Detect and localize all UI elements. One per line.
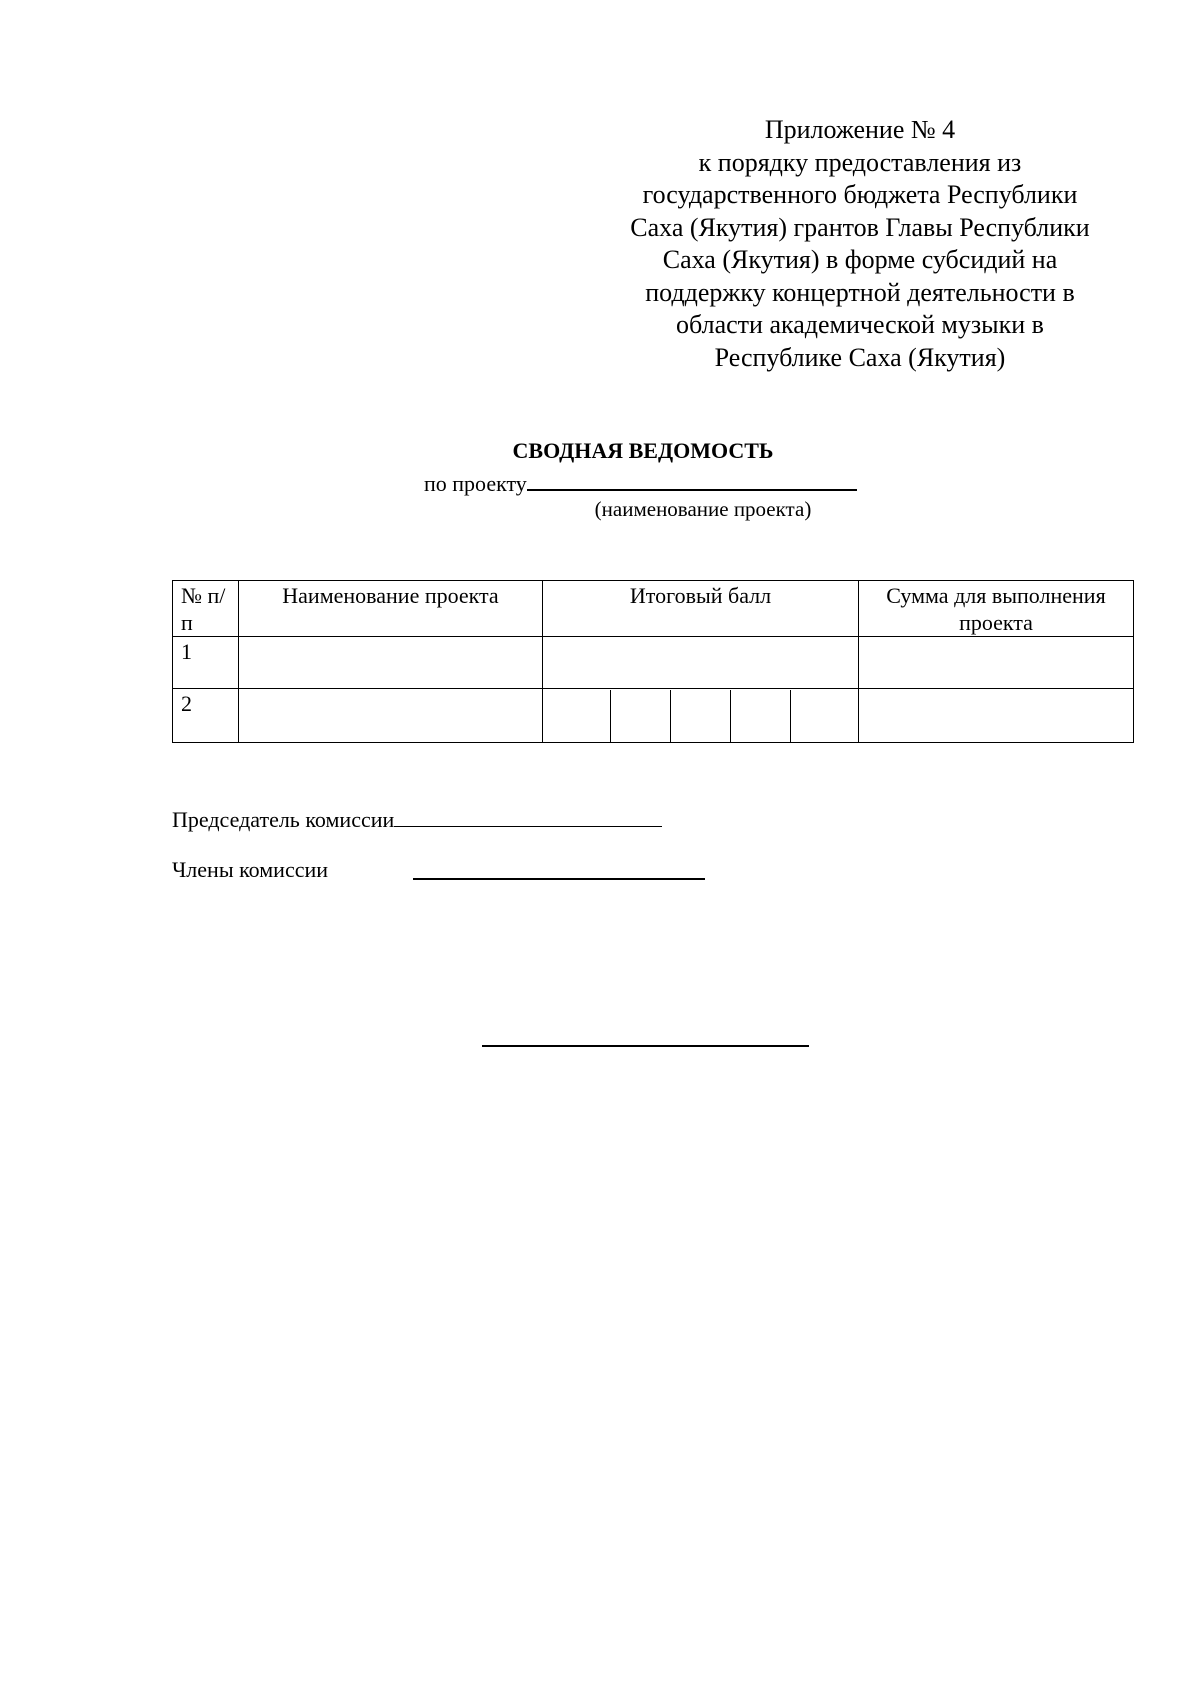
appendix-line: Саха (Якутия) грантов Главы Республики bbox=[630, 212, 1090, 242]
appendix-line: области академической музыки в bbox=[676, 310, 1044, 339]
appendix-line: Саха (Якутия) в форме субсидий на bbox=[662, 245, 1058, 274]
row-project-name[interactable] bbox=[239, 637, 543, 689]
chair-label: Председатель комиссии bbox=[172, 807, 395, 832]
chair-signature-field[interactable] bbox=[394, 804, 662, 827]
table-row bbox=[173, 689, 1134, 743]
appendix-line: к порядку предоставления из bbox=[698, 147, 1022, 177]
header-project-name: Наименование проекта bbox=[239, 581, 543, 637]
document-title: СВОДНАЯ ВЕДОМОСТЬ bbox=[512, 438, 774, 463]
row-total-score[interactable] bbox=[543, 637, 859, 689]
appendix-line: поддержку концертной деятельности в bbox=[645, 277, 1075, 307]
members-signature-field[interactable] bbox=[413, 878, 705, 880]
project-name-field[interactable] bbox=[527, 467, 857, 491]
header-total-score: Итоговый балл bbox=[543, 581, 859, 637]
score-subcell[interactable] bbox=[790, 690, 850, 742]
closing-divider bbox=[482, 1045, 809, 1047]
row-project-name[interactable] bbox=[239, 689, 543, 743]
appendix-header bbox=[600, 114, 1120, 374]
appendix-line: государственного бюджета Республики bbox=[642, 180, 1078, 209]
row-sum[interactable] bbox=[859, 689, 1134, 743]
score-subcell[interactable] bbox=[730, 690, 790, 742]
project-name-line bbox=[424, 467, 857, 498]
chair-signature bbox=[172, 804, 662, 834]
members-label: Члены комиссии bbox=[172, 857, 329, 882]
score-subcell[interactable] bbox=[670, 690, 730, 742]
score-subcell[interactable] bbox=[610, 690, 670, 742]
row-num: 2 bbox=[173, 689, 239, 743]
table-row bbox=[173, 637, 1134, 689]
summary-table bbox=[172, 580, 1134, 743]
project-prefix: по проекту bbox=[424, 471, 527, 496]
row-num: 1 bbox=[173, 637, 239, 689]
score-subcells bbox=[551, 690, 850, 742]
table-header-row bbox=[173, 581, 1134, 637]
header-num: № п/п bbox=[173, 581, 239, 637]
appendix-line: Республике Саха (Якутия) bbox=[714, 342, 1006, 372]
row-score-split bbox=[543, 689, 859, 743]
header-sum: Сумма для выполнения проекта bbox=[859, 581, 1134, 637]
score-subcell[interactable] bbox=[551, 690, 610, 742]
appendix-line: Приложение № 4 bbox=[764, 115, 956, 144]
row-sum[interactable] bbox=[859, 637, 1134, 689]
project-caption: (наименование проекта) bbox=[594, 497, 812, 521]
